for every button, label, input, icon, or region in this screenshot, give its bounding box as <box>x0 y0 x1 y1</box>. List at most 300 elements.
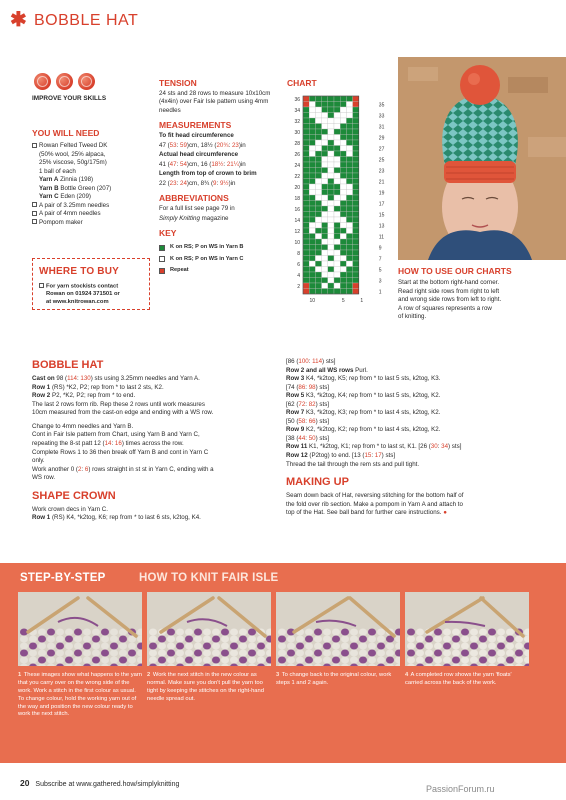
chart-cell <box>315 278 321 284</box>
material-item <box>32 193 152 202</box>
chart-cell <box>309 245 315 251</box>
text-part: [50 ( <box>286 417 299 425</box>
subscribe-text: Subscribe at www.gathered.how/simplyknitting <box>35 781 180 788</box>
chart-cell <box>309 162 315 168</box>
chart-col-label: 5 <box>341 298 345 304</box>
chart-cell <box>315 107 321 113</box>
chart-cell <box>334 135 340 141</box>
how-to-use-charts-text <box>398 279 528 322</box>
chart-cell <box>353 256 359 262</box>
chart-cell <box>346 162 352 168</box>
chart-cell <box>353 283 359 289</box>
chart-row-label: 14 <box>294 217 300 224</box>
chart-cell <box>328 129 334 135</box>
chart-cell <box>334 107 340 113</box>
chart-cell <box>322 201 328 207</box>
size-variant: 14 <box>104 440 112 447</box>
chart-cell <box>315 118 321 124</box>
row-label: Row 2 <box>32 392 51 400</box>
chart-row-label: 24 <box>294 162 300 169</box>
material-text: Rowan Felted Tweed DK <box>39 142 108 149</box>
chart-cell <box>315 102 321 108</box>
chart-cell <box>334 272 340 278</box>
size-variant: 86 <box>298 383 306 391</box>
shape-crown-text: Work crown decs in Yarn C. <box>32 505 108 513</box>
chart-row-label: 12 <box>294 228 300 235</box>
text-part: )cm, 16 ( <box>186 160 212 168</box>
measurements-section <box>159 120 285 188</box>
chart-cell <box>334 113 340 119</box>
chart-cell <box>340 212 346 218</box>
stitch-count <box>286 435 538 444</box>
material-item <box>32 176 152 185</box>
chart-cell <box>334 223 340 229</box>
chart-cell <box>322 113 328 119</box>
chart-cell <box>303 190 309 196</box>
text-part: ) sts using 3.25mm needles and Yarn A. <box>90 375 200 383</box>
material-text: Zinnia (198) <box>58 176 94 184</box>
chart-cell <box>328 234 334 240</box>
chart-row-label: 8 <box>297 250 300 257</box>
chart-cell <box>353 118 359 124</box>
key-item <box>159 267 285 275</box>
step-number: 2 <box>147 672 151 678</box>
chart-cell <box>303 201 309 207</box>
chart-cell <box>303 118 309 124</box>
key-swatch <box>159 245 165 251</box>
row-text: (RS) K4, *k2tog, K6; rep from * to last 6 sts, k2tog, K4. <box>50 514 201 522</box>
chart-cell <box>353 212 359 218</box>
chart-cell <box>346 118 352 124</box>
chart-cell <box>315 179 321 185</box>
chart-cell <box>334 124 340 130</box>
pattern-line: The last 2 rows form rib. Rep these 2 rows until work measures <box>32 400 205 408</box>
chart-cell <box>328 157 334 163</box>
chart-cell <box>309 179 315 185</box>
chart-cell <box>315 217 321 223</box>
chart-cell <box>334 239 340 245</box>
chart-cell <box>346 278 352 284</box>
chart-cell <box>315 168 321 174</box>
chart-cell <box>322 234 328 240</box>
text-part: (RS) *K2, P2; rep from * to last 2 sts, K2. <box>50 383 164 391</box>
making-up-heading: MAKING UP <box>286 476 349 489</box>
key-label: Repeat <box>170 267 189 274</box>
chart-cell <box>328 102 334 108</box>
chart-cell <box>328 190 334 196</box>
chart-cell <box>353 272 359 278</box>
chart-cell <box>340 146 346 152</box>
row-label: Row 11 <box>286 443 308 451</box>
text-part: : <box>216 179 220 187</box>
text-part: ) sts] <box>381 452 396 460</box>
chart-cell <box>353 267 359 273</box>
chart-cell <box>328 250 334 256</box>
model-photo <box>398 57 566 260</box>
chart-cell <box>322 96 328 102</box>
size-variant: 9 <box>213 179 217 187</box>
chart-cell <box>322 195 328 201</box>
chart-cell <box>328 217 334 223</box>
chart-cell <box>340 173 346 179</box>
chart-cell <box>346 129 352 135</box>
magazine-name: Simply Knitting <box>159 214 200 222</box>
chart-cell <box>328 140 334 146</box>
chart-cell <box>303 228 309 234</box>
tension-text: 24 sts and 28 rows to measure 10x10cm (4x4in) over Fair Isle pattern using 4mm needles <box>159 89 271 114</box>
chart-row-label: 17 <box>378 201 385 208</box>
chart-cell <box>353 228 359 234</box>
knitting-photo <box>18 592 142 666</box>
chart-cell <box>328 151 334 157</box>
chart-cell <box>334 261 340 267</box>
chart-cell <box>340 289 346 295</box>
chart-cell <box>303 234 309 240</box>
pattern-row <box>286 443 538 452</box>
row-label: Row 1 <box>32 514 51 522</box>
text-part: Work another 0 ( <box>32 465 78 473</box>
text-part: : <box>223 160 227 168</box>
chart-cell <box>309 272 315 278</box>
chart-cell <box>340 278 346 284</box>
chart-cell <box>309 157 315 163</box>
size-variant: 58 <box>298 417 306 425</box>
chart-row-label: 31 <box>378 124 385 131</box>
chart-cell <box>322 102 328 108</box>
row-label: Row 9 <box>286 426 305 434</box>
chart-cell <box>340 195 346 201</box>
chart-cell <box>340 261 346 267</box>
chart-cell <box>340 245 346 251</box>
chart-row-label: 6 <box>297 261 300 268</box>
pattern-line <box>32 440 272 449</box>
text-part: : <box>305 434 309 442</box>
size-variant: 98 <box>308 383 316 391</box>
abbreviations-line: For a full list see page 79 in <box>159 205 235 213</box>
chart-cell <box>303 256 309 262</box>
chart-cell <box>340 118 346 124</box>
pattern-row <box>32 375 272 384</box>
chart-cell <box>315 113 321 119</box>
where-to-buy-heading: WHERE TO BUY <box>39 266 119 277</box>
step-photo-4 <box>405 592 529 666</box>
stitch-count <box>286 358 538 367</box>
chart-cell <box>353 250 359 256</box>
chart-cell <box>353 289 359 295</box>
chart-cell <box>353 157 359 163</box>
chart-cell <box>309 135 315 141</box>
row-label: Cast on <box>32 375 55 383</box>
chart-cell <box>309 96 315 102</box>
chart-cell <box>340 113 346 119</box>
chart-cell <box>353 217 359 223</box>
chart-cell <box>328 162 334 168</box>
chart-cell <box>340 129 346 135</box>
pattern-line: Change to 4mm needles and Yarn B. <box>32 422 134 430</box>
step-text-4 <box>405 672 529 688</box>
pattern-text <box>32 401 272 418</box>
chart-row-label: 9 <box>378 245 382 252</box>
chart-heading: CHART <box>287 78 317 88</box>
pattern-line: only. <box>32 457 45 465</box>
text-part: P2, *K2, P2; rep from * to end. <box>50 392 136 400</box>
text-part: ) rows straight in st st in Yarn C, ending with a <box>88 465 214 473</box>
chart-cell <box>334 129 340 135</box>
chart-cell <box>315 272 321 278</box>
material-text: Pompom maker <box>39 218 83 226</box>
chart-cell <box>322 256 328 262</box>
chart-cell <box>346 179 352 185</box>
making-up-text <box>286 492 538 518</box>
chart-cell <box>340 217 346 223</box>
chart-cell <box>303 135 309 141</box>
chart-cell <box>328 239 334 245</box>
text-part: ) sts] <box>315 434 330 442</box>
hat-photo-image <box>398 57 566 260</box>
chart-cell <box>309 223 315 229</box>
chart-cell <box>303 245 309 251</box>
pattern-rows <box>32 375 272 401</box>
chart-cell <box>315 124 321 130</box>
size-variant: 130 <box>80 375 91 383</box>
chart-cell <box>309 173 315 179</box>
chart-row-label: 36 <box>294 96 300 103</box>
pattern-row <box>286 375 538 384</box>
tension-section <box>159 78 285 115</box>
measurement-value <box>159 142 285 151</box>
pattern-text <box>32 423 272 483</box>
chart-cell <box>322 278 328 284</box>
checkbox-icon <box>32 202 37 207</box>
size-variant: 15 <box>364 452 372 460</box>
pattern-row <box>286 392 538 401</box>
where-to-buy-box <box>32 258 150 310</box>
how-to-line: Start at the bottom right-hand corner. <box>398 279 500 286</box>
size-variant: 82 <box>308 400 316 408</box>
text-part: ) sts] <box>448 443 462 451</box>
material-item <box>32 185 152 194</box>
text-part: 98 ( <box>54 375 68 383</box>
tension-heading: TENSION <box>159 78 197 88</box>
size-variant: 17 <box>374 452 382 460</box>
chart-cell <box>309 212 315 218</box>
chart-cell <box>322 283 328 289</box>
text-part: )in <box>228 179 236 187</box>
key-swatch <box>159 268 165 274</box>
chart-cell <box>334 118 340 124</box>
chart-cell <box>340 184 346 190</box>
chart-cell <box>328 223 334 229</box>
chart-cell <box>322 245 328 251</box>
chart-cell <box>303 250 309 256</box>
chart-cell <box>353 140 359 146</box>
chart-cell <box>346 195 352 201</box>
chart-row-label: 3 <box>378 278 382 285</box>
chart-row-label: 34 <box>294 107 300 114</box>
step-number: 4 <box>405 672 409 678</box>
chart-cell <box>346 212 352 218</box>
chart-cell <box>328 135 334 141</box>
chart-cell <box>346 217 352 223</box>
chart-row-label: 30 <box>294 129 300 136</box>
text-part: : <box>305 400 309 408</box>
chart-cell <box>346 151 352 157</box>
checkbox-icon <box>32 219 37 224</box>
chart-cell <box>340 190 346 196</box>
chart-cell <box>328 96 334 102</box>
chart-cell <box>334 179 340 185</box>
chart-cell <box>353 201 359 207</box>
chart-cell <box>322 223 328 229</box>
chart-cell <box>303 107 309 113</box>
size-variant: 30 <box>430 443 438 451</box>
chart-cell <box>346 102 352 108</box>
chart-cell <box>322 267 328 273</box>
shape-crown-heading: SHAPE CROWN <box>32 489 116 502</box>
chart-cell <box>353 206 359 212</box>
chart-cell <box>340 283 346 289</box>
text-part: (P2tog) to end. [13 ( <box>307 452 365 460</box>
yarn-label: Yarn B <box>39 184 59 192</box>
size-variant: 59 <box>180 141 187 149</box>
chart-cell <box>315 223 321 229</box>
chart-cell <box>346 272 352 278</box>
chart-col-label: 10 <box>309 298 316 304</box>
chart-cell <box>315 289 321 295</box>
chart-cell <box>309 239 315 245</box>
chart-cell <box>340 267 346 273</box>
step-number: 1 <box>18 672 22 678</box>
page-number: 20 <box>20 778 30 788</box>
chart-cell <box>303 162 309 168</box>
chart-cell <box>322 129 328 135</box>
key-item <box>159 244 285 252</box>
text-part: ) sts] <box>315 417 330 425</box>
chart-row-label: 20 <box>294 184 300 191</box>
abbreviations-section <box>159 193 285 223</box>
chart-row-label: 1 <box>378 289 382 296</box>
details-column <box>159 78 285 280</box>
chart-cell <box>303 239 309 245</box>
chart-cell <box>322 239 328 245</box>
chart-cell <box>322 184 328 190</box>
chart-cell <box>303 102 309 108</box>
chart-cell <box>334 289 340 295</box>
chart-cell <box>346 250 352 256</box>
row-label: Row 3 <box>286 375 305 383</box>
chart-cell <box>315 261 321 267</box>
chart-cell <box>340 234 346 240</box>
text-part: : <box>81 465 85 473</box>
size-variant: 100 <box>298 358 309 365</box>
material-item <box>32 202 152 211</box>
chart-cell <box>309 201 315 207</box>
crown-rows <box>286 358 538 469</box>
chart-cell <box>353 184 359 190</box>
pattern-row <box>32 384 272 393</box>
chart-cell <box>346 135 352 141</box>
chart-cell <box>322 135 328 141</box>
chart-cell <box>346 107 352 113</box>
yarn-label: Yarn C <box>39 193 59 201</box>
pattern-row <box>286 367 538 376</box>
chart-cell <box>346 223 352 229</box>
chart-cell <box>303 267 309 273</box>
chart-cell <box>353 261 359 267</box>
chart-cell <box>340 135 346 141</box>
chart-cell <box>303 278 309 284</box>
measurement-label: To fit head circumference <box>159 132 234 140</box>
text-part: [74 ( <box>286 383 299 391</box>
chart-cell <box>315 162 321 168</box>
chart-cell <box>328 179 334 185</box>
chart-cell <box>303 283 309 289</box>
pattern-row <box>286 409 538 418</box>
key-list <box>159 244 285 275</box>
chart-cell <box>334 190 340 196</box>
chart-cell <box>315 195 321 201</box>
chart-cell <box>315 212 321 218</box>
chart-cell <box>340 151 346 157</box>
chart-row-label: 5 <box>378 267 382 274</box>
pattern-line: Complete Rows 1 to 36 then break off Yarn B and cont in Yarn C <box>32 448 209 456</box>
chart-cell <box>334 283 340 289</box>
pattern-line: Cont in Fair Isle pattern from Chart, using Yarn B and Yarn C, <box>32 431 200 439</box>
row-label: Row 12 <box>286 452 308 460</box>
chart-cell <box>334 102 340 108</box>
making-up-line: Seam down back of Hat, reversing stitching for the bottom half of <box>286 492 464 500</box>
chart-cell <box>328 245 334 251</box>
text-part: )cm, 8¾ ( <box>186 179 214 187</box>
chart-cell <box>340 206 346 212</box>
text-part: : <box>111 440 115 447</box>
chart-cell <box>322 272 328 278</box>
text-part: ) sts] <box>315 383 330 391</box>
chart-cell <box>328 283 334 289</box>
chart-cell <box>353 151 359 157</box>
chart-cell <box>334 267 340 273</box>
chart-cell <box>353 179 359 185</box>
chart-cell <box>315 173 321 179</box>
chart-cell <box>340 223 346 229</box>
chart-cell <box>303 212 309 218</box>
material-item <box>32 159 152 168</box>
making-up-line: the fold over rib section. Make a pompom in Yarn A and attach to <box>286 500 463 508</box>
text-part: )cm, 18½ ( <box>186 141 217 149</box>
row-label: Row 1 <box>32 383 51 391</box>
material-text: Eden (209) <box>58 193 91 201</box>
chart-cell <box>309 217 315 223</box>
step-description: A completed row shows the yarn 'floats' carried across the back of the work. <box>405 672 512 686</box>
chart-cell <box>309 146 315 152</box>
chart-row-label: 29 <box>378 135 385 142</box>
material-text: (50% wool, 25% alpaca, <box>39 150 106 158</box>
text-part: 22 ( <box>159 179 170 187</box>
chart-cell <box>322 118 328 124</box>
chart-cell <box>346 173 352 179</box>
size-variant: 44 <box>298 434 306 442</box>
chart-row-label: 35 <box>378 102 385 109</box>
chart-cell <box>315 201 321 207</box>
text-part: : <box>176 141 181 149</box>
chart-row-label: 32 <box>294 118 300 125</box>
stitch-count <box>286 384 538 393</box>
step-number: 3 <box>276 672 280 678</box>
size-variant: 6 <box>84 465 89 473</box>
chart-cell <box>353 168 359 174</box>
row-label: Row 7 <box>286 409 305 417</box>
page-title: BOBBLE HAT <box>34 12 139 29</box>
